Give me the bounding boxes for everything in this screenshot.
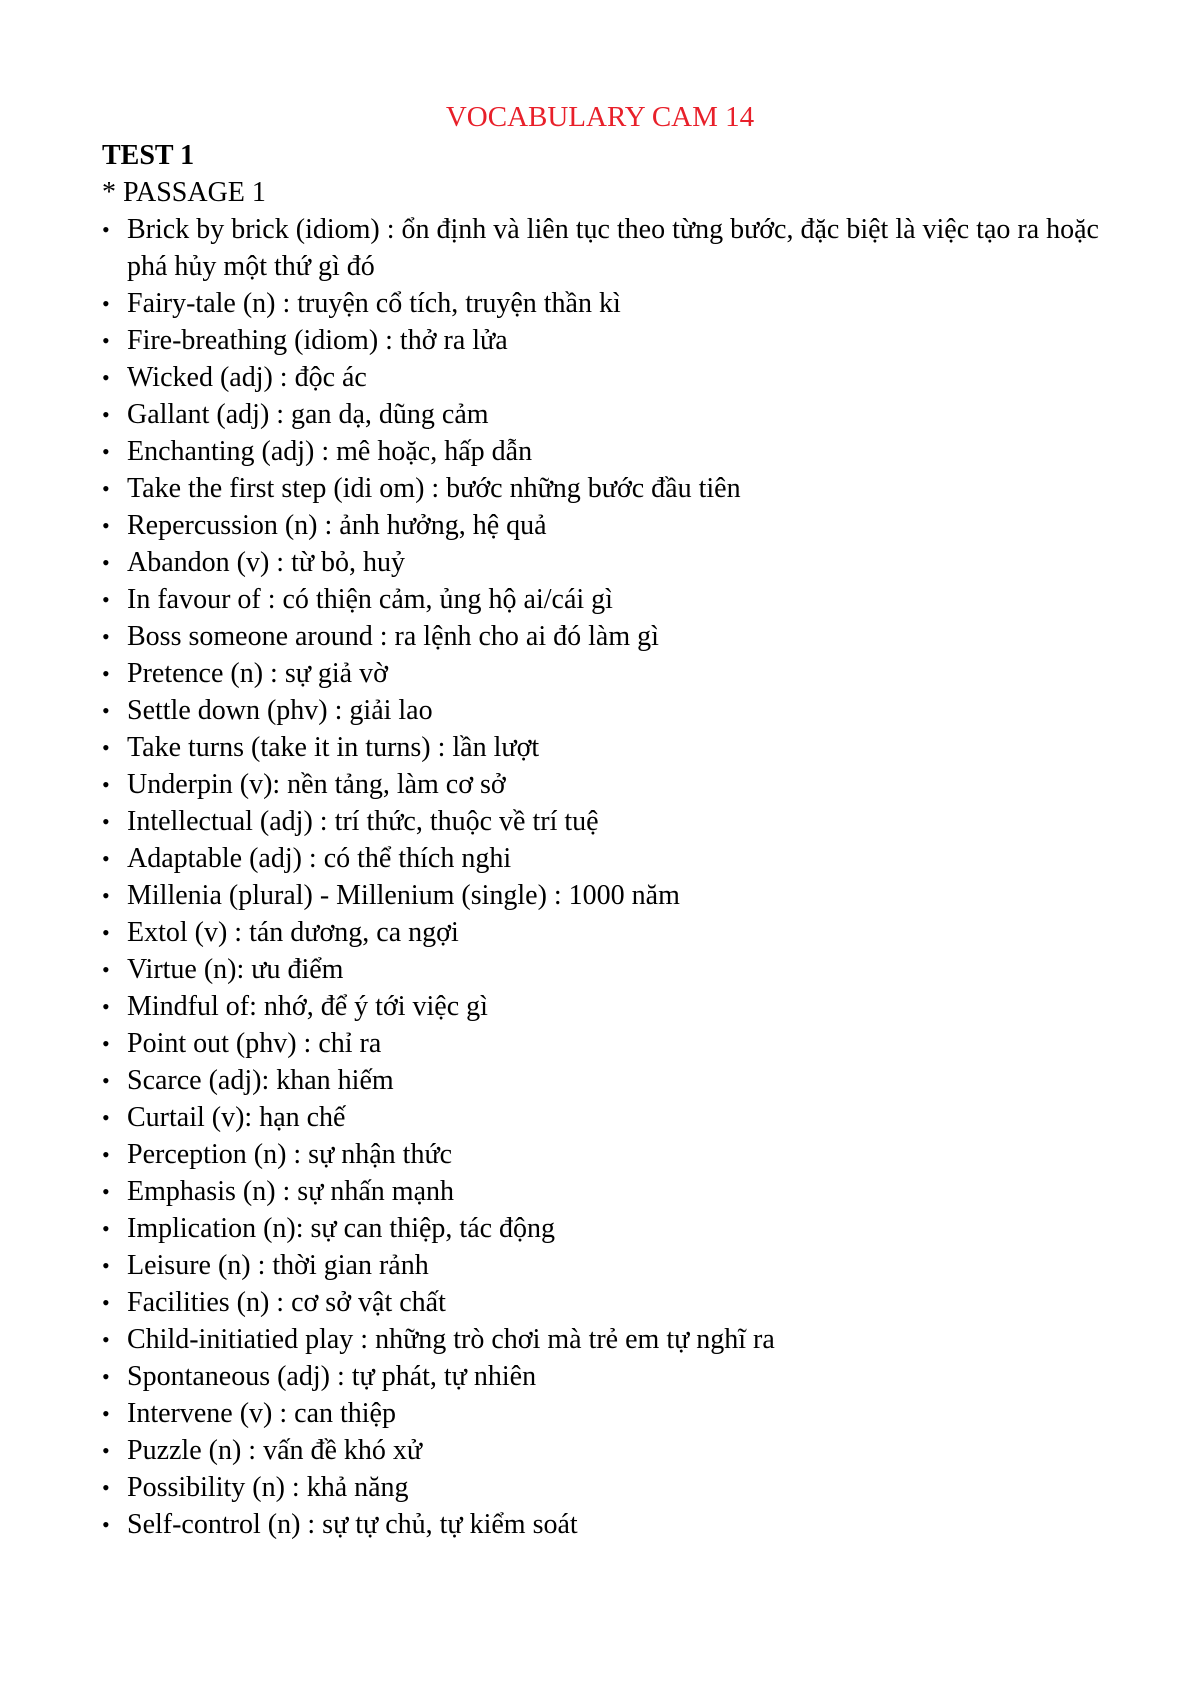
vocabulary-item — [102, 803, 1142, 840]
bullet-icon: • — [102, 1179, 110, 1204]
vocabulary-item — [102, 914, 1142, 951]
vocabulary-entry-text: Brick by brick (idiom) : ổn định và liên tục theo từng bước, đặc biệt là việc tạo ra hoặc phá hủy một thứ gì đó — [127, 214, 1099, 282]
vocabulary-entry-text: Millenia (plural) - Millenium (single) : 1000 năm — [127, 880, 680, 911]
bullet-icon: • — [102, 1401, 110, 1426]
vocabulary-item — [102, 1321, 1142, 1358]
vocabulary-item — [102, 618, 1142, 655]
vocabulary-list — [102, 211, 1142, 1543]
bullet-icon: • — [102, 1290, 110, 1315]
vocabulary-item — [102, 1284, 1142, 1321]
vocabulary-item — [102, 1099, 1142, 1136]
vocabulary-entry-text: Fairy-tale (n) : truyện cổ tích, truyện thần kì — [127, 288, 621, 319]
vocabulary-entry-text: Scarce (adj): khan hiếm — [127, 1065, 394, 1096]
vocabulary-item — [102, 1210, 1142, 1247]
test-heading: TEST 1 — [102, 140, 195, 171]
vocabulary-item — [102, 1173, 1142, 1210]
bullet-icon: • — [102, 476, 110, 501]
vocabulary-item — [102, 285, 1142, 322]
vocabulary-item — [102, 655, 1142, 692]
bullet-icon: • — [102, 1438, 110, 1463]
vocabulary-item — [102, 766, 1142, 803]
bullet-icon: • — [102, 1512, 110, 1537]
vocabulary-entry-text: Take the first step (idi om) : bước những bước đầu tiên — [127, 473, 741, 504]
vocabulary-item — [102, 433, 1142, 470]
vocabulary-entry-text: Facilities (n) : cơ sở vật chất — [127, 1287, 446, 1318]
bullet-icon: • — [102, 439, 110, 464]
vocabulary-entry-text: Repercussion (n) : ảnh hưởng, hệ quả — [127, 510, 547, 541]
vocabulary-entry-text: Puzzle (n) : vấn đề khó xử — [127, 1435, 423, 1466]
bullet-icon: • — [102, 698, 110, 723]
vocabulary-item — [102, 988, 1142, 1025]
vocabulary-entry-text: Boss someone around : ra lệnh cho ai đó làm gì — [127, 621, 659, 652]
vocabulary-item — [102, 544, 1142, 581]
bullet-icon: • — [102, 1031, 110, 1056]
bullet-icon: • — [102, 624, 110, 649]
vocabulary-entry-text: Leisure (n) : thời gian rảnh — [127, 1250, 429, 1281]
vocabulary-item — [102, 729, 1142, 766]
bullet-icon: • — [102, 365, 110, 390]
vocabulary-entry-text: Abandon (v) : từ bỏ, huỷ — [127, 547, 406, 578]
bullet-icon: • — [102, 1364, 110, 1389]
vocabulary-entry-text: Gallant (adj) : gan dạ, dũng cảm — [127, 399, 489, 430]
vocabulary-item — [102, 951, 1142, 988]
vocabulary-entry-text: In favour of : có thiện cảm, ủng hộ ai/cái gì — [127, 584, 613, 615]
bullet-icon: • — [102, 920, 110, 945]
bullet-icon: • — [102, 883, 110, 908]
vocabulary-item — [102, 507, 1142, 544]
vocabulary-item — [102, 1469, 1142, 1506]
vocabulary-entry-text: Intervene (v) : can thiệp — [127, 1398, 396, 1429]
vocabulary-item — [102, 1025, 1142, 1062]
bullet-icon: • — [102, 1216, 110, 1241]
bullet-icon: • — [102, 217, 110, 242]
vocabulary-entry-text: Perception (n) : sự nhận thức — [127, 1139, 453, 1170]
bullet-icon: • — [102, 809, 110, 834]
passage-heading: * PASSAGE 1 — [102, 177, 266, 208]
vocabulary-item — [102, 211, 1142, 285]
vocabulary-entry-text: Settle down (phv) : giải lao — [127, 695, 433, 726]
vocabulary-entry-text: Implication (n): sự can thiệp, tác động — [127, 1213, 556, 1244]
bullet-icon: • — [102, 587, 110, 612]
vocabulary-item — [102, 840, 1142, 877]
vocabulary-entry-text: Mindful of: nhớ, để ý tới việc gì — [127, 991, 488, 1022]
vocabulary-entry-text: Wicked (adj) : độc ác — [127, 362, 367, 393]
vocabulary-entry-text: Curtail (v): hạn chế — [127, 1102, 346, 1133]
bullet-icon: • — [102, 1253, 110, 1278]
vocabulary-entry-text: Extol (v) : tán dương, ca ngợi — [127, 917, 459, 948]
bullet-icon: • — [102, 1327, 110, 1352]
bullet-icon: • — [102, 735, 110, 760]
vocabulary-item — [102, 1247, 1142, 1284]
bullet-icon: • — [102, 772, 110, 797]
document-content — [102, 137, 1142, 1543]
bullet-icon: • — [102, 328, 110, 353]
vocabulary-item — [102, 581, 1142, 618]
vocabulary-item — [102, 396, 1142, 433]
vocabulary-item — [102, 1395, 1142, 1432]
bullet-icon: • — [102, 513, 110, 538]
vocabulary-entry-text: Possibility (n) : khả năng — [127, 1472, 409, 1503]
vocabulary-item — [102, 692, 1142, 729]
vocabulary-entry-text: Emphasis (n) : sự nhấn mạnh — [127, 1176, 455, 1207]
vocabulary-item — [102, 1062, 1142, 1099]
bullet-icon: • — [102, 994, 110, 1019]
vocabulary-entry-text: Adaptable (adj) : có thể thích nghi — [127, 843, 512, 874]
vocabulary-item — [102, 877, 1142, 914]
vocabulary-entry-text: Self-control (n) : sự tự chủ, tự kiểm soát — [127, 1509, 578, 1540]
bullet-icon: • — [102, 1068, 110, 1093]
vocabulary-entry-text: Pretence (n) : sự giả vờ — [127, 658, 388, 689]
bullet-icon: • — [102, 1142, 110, 1167]
vocabulary-entry-text: Spontaneous (adj) : tự phát, tự nhiên — [127, 1361, 537, 1392]
vocabulary-entry-text: Virtue (n): ưu điểm — [127, 954, 344, 985]
bullet-icon: • — [102, 1475, 110, 1500]
vocabulary-item — [102, 1136, 1142, 1173]
document-title: VOCABULARY CAM 14 — [445, 101, 755, 133]
bullet-icon: • — [102, 661, 110, 686]
bullet-icon: • — [102, 550, 110, 575]
vocabulary-item — [102, 322, 1142, 359]
vocabulary-entry-text: Fire-breathing (idiom) : thở ra lửa — [127, 325, 508, 356]
bullet-icon: • — [102, 957, 110, 982]
vocabulary-entry-text: Child-initiatied play : những trò chơi mà trẻ em tự nghĩ ra — [127, 1324, 775, 1355]
bullet-icon: • — [102, 1105, 110, 1130]
vocabulary-entry-text: Take turns (take it in turns) : lần lượt — [127, 732, 540, 763]
vocabulary-item — [102, 1506, 1142, 1543]
vocabulary-entry-text: Point out (phv) : chỉ ra — [127, 1028, 382, 1059]
vocabulary-item — [102, 1358, 1142, 1395]
bullet-icon: • — [102, 846, 110, 871]
vocabulary-item — [102, 1432, 1142, 1469]
vocabulary-entry-text: Intellectual (adj) : trí thức, thuộc về trí tuệ — [127, 806, 599, 837]
vocabulary-item — [102, 359, 1142, 396]
vocabulary-item — [102, 470, 1142, 507]
bullet-icon: • — [102, 402, 110, 427]
bullet-icon: • — [102, 291, 110, 316]
vocabulary-entry-text: Enchanting (adj) : mê hoặc, hấp dẫn — [127, 436, 533, 467]
vocabulary-entry-text: Underpin (v): nền tảng, làm cơ sở — [127, 769, 506, 800]
